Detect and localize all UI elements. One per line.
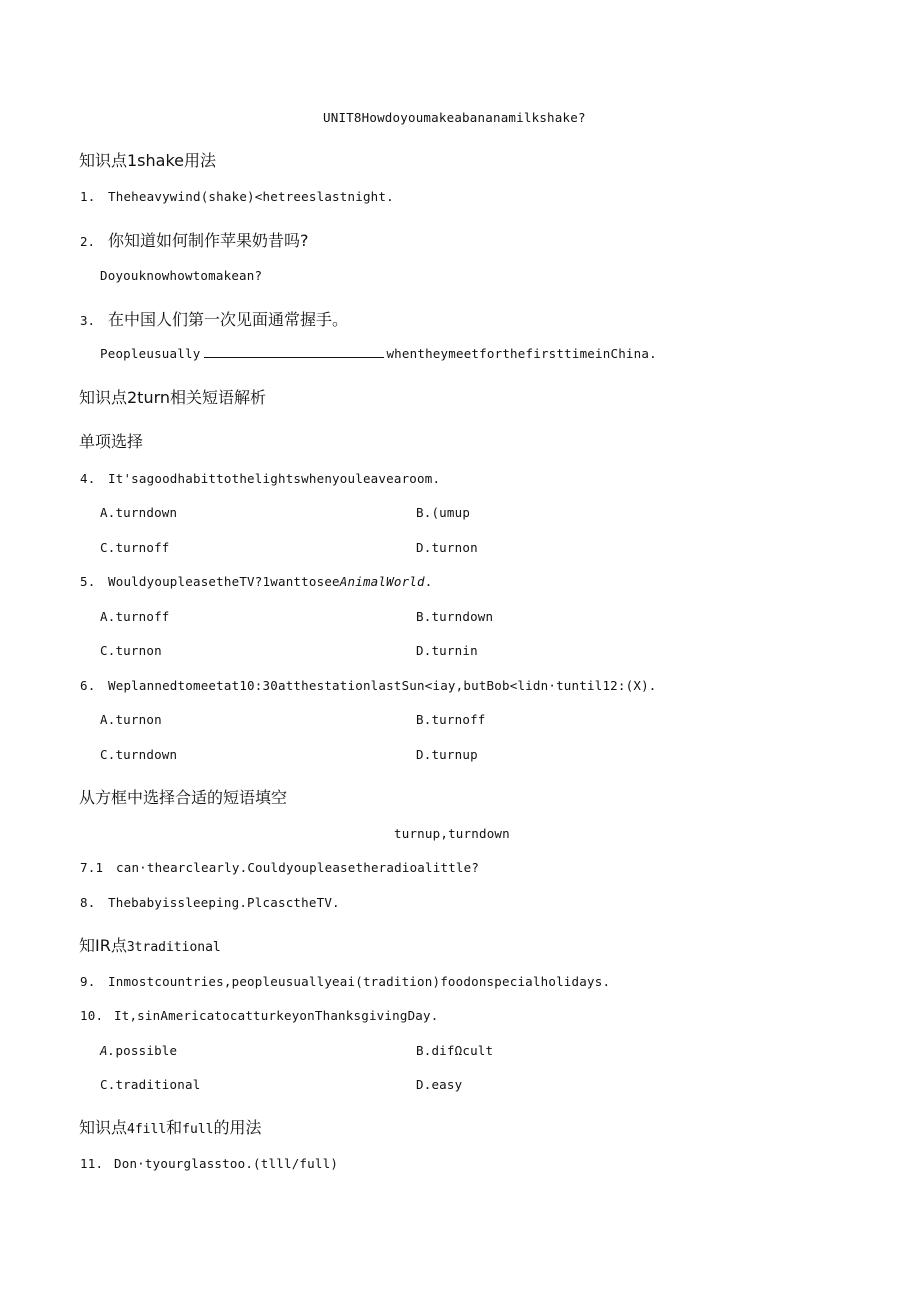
question-11 [80, 1156, 338, 1171]
section-heading-fill-full [79, 1115, 262, 1138]
question-3-english [100, 346, 657, 361]
option-c: C.turnoff [100, 540, 170, 555]
question-number: 10. [80, 1008, 104, 1023]
option-d: D.turnup [416, 747, 478, 762]
heading-part: 和 [166, 1118, 183, 1137]
question-text: 在中国人们第一次见面通常握手。 [108, 310, 349, 329]
option-b: B.(umup [416, 505, 471, 520]
answer-blank[interactable] [204, 347, 384, 358]
question-text: It'sagoodhabittothelightswhenyouleavearoom. [108, 471, 441, 486]
option-d: D.turnin [416, 643, 478, 658]
question-number: 5. [80, 574, 96, 589]
question-number: 6. [80, 678, 96, 693]
question-text-italic: AnimalWorld [339, 574, 425, 589]
question-number: 3. [80, 313, 96, 328]
question-3 [80, 307, 348, 330]
question-text: can·thearclearly.Couldyoupleasetheradioalittle? [116, 860, 480, 875]
question-8 [80, 895, 340, 910]
heading-part: 知识点 [79, 1118, 128, 1137]
question-number: 7.1 [80, 860, 104, 875]
heading-part: 知IR点 [79, 936, 127, 955]
question-text: Weplannedtomeetat10:30atthestationlastSun<iay,butBob<lidn·tuntil12:(X). [108, 678, 657, 693]
option-a [100, 1043, 177, 1058]
section-heading-turn: 知识点2turn相关短语解析 [79, 388, 267, 407]
question-10 [80, 1008, 438, 1023]
page-title: UNIT8Howdoyoumakeabananamilkshake? [323, 110, 586, 125]
question-number: 9. [80, 974, 96, 989]
heading-part: full [182, 1122, 214, 1137]
sentence-start: Peopleusually [100, 346, 201, 361]
question-text: Inmostcountries,peopleusuallyeai(tradition)foodonspecialholidays. [108, 974, 611, 989]
question-4 [80, 471, 440, 486]
question-2 [80, 228, 309, 251]
question-text: It,sinAmericatocatturkeyonThanksgivingDay. [114, 1008, 439, 1023]
question-text: 你知道如何制作苹果奶昔吗? [108, 231, 309, 250]
phrase-box: turnup,turndown [394, 826, 510, 841]
option-c: C.turnon [100, 643, 162, 658]
question-text: Don·tyourglasstoo.(tlll/full) [114, 1156, 339, 1171]
question-7 [80, 860, 479, 875]
subheading-multiple-choice: 单项选择 [79, 432, 144, 451]
option-a: A.turnon [100, 712, 162, 727]
question-9 [80, 974, 610, 989]
section-heading-shake: 知识点1shake用法 [79, 151, 217, 170]
section-heading-traditional [79, 933, 221, 956]
heading-part: 4fill [127, 1122, 167, 1137]
option-c: C.turndown [100, 747, 178, 762]
question-text: Theheavywind(shake)<hetreeslastnight. [108, 189, 394, 204]
option-c: C.traditional [100, 1077, 201, 1092]
subheading-fill-in: 从方框中选择合适的短语填空 [79, 788, 288, 807]
option-text: possible [115, 1043, 178, 1058]
question-number: 4. [80, 471, 96, 486]
question-6 [80, 678, 657, 693]
question-number: 8. [80, 895, 96, 910]
question-2-english: Doyouknowhowtomakean? [100, 268, 263, 283]
option-a: A.turndown [100, 505, 178, 520]
question-text: Thebabyissleeping.PlcasctheTV. [108, 895, 340, 910]
option-b: B.turndown [416, 609, 494, 624]
option-letter: A. [100, 1043, 116, 1058]
question-1 [80, 189, 394, 204]
option-d: D.easy [416, 1077, 463, 1092]
heading-part: 3traditional [126, 940, 221, 955]
option-a: A.turnoff [100, 609, 170, 624]
question-text: WouldyoupleasetheTV?1wanttosee [108, 574, 340, 589]
option-d: D.turnon [416, 540, 478, 555]
option-b: B.turnoff [416, 712, 486, 727]
option-b: B.difΩcult [416, 1043, 494, 1058]
sentence-end: whentheymeetforthefirsttimeinChina. [386, 346, 657, 361]
question-number: 11. [80, 1156, 104, 1171]
question-number: 1. [80, 189, 96, 204]
question-5 [80, 574, 433, 589]
question-number: 2. [80, 234, 96, 249]
heading-part: 的用法 [213, 1118, 262, 1137]
question-text-end: . [424, 574, 433, 589]
